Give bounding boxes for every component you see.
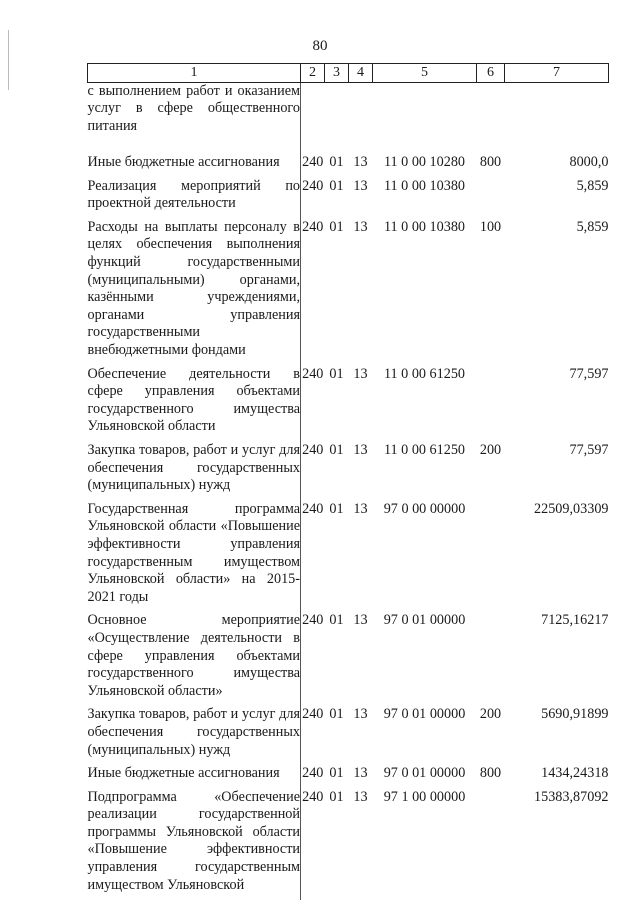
code-col6: 100: [479, 218, 502, 235]
item-name: Подпрограмма «Обеспечение реализации государственной программы Ульяновской области «Повышение эффективности управления государственным имуществом Ульяновской: [88, 789, 301, 901]
code-col2: 240: [302, 365, 324, 382]
code-col2: 240: [302, 218, 324, 235]
table-row: [88, 82, 609, 154]
code-col6: 800: [479, 154, 502, 171]
amount: 5,859: [576, 218, 609, 235]
table-row: [88, 612, 609, 706]
code-col4: [349, 82, 373, 154]
item-name: Обеспечение деятельности в сфере управления объектами государственного имущества Ульяновской области: [88, 366, 301, 442]
table-row: [88, 789, 609, 901]
code-col5: 97 0 01 00000: [383, 706, 466, 723]
code-col3: 01: [329, 218, 344, 235]
code-col5: 11 0 00 10380: [383, 177, 466, 194]
item-name: Реализация мероприятий по проектной деятельности: [88, 178, 301, 219]
code-col3: 01: [329, 788, 344, 805]
code-col3: 01: [329, 442, 344, 458]
table-row: [88, 219, 609, 366]
code-col2: 240: [302, 177, 324, 194]
table-row: [88, 178, 609, 219]
code-col2: 240: [302, 765, 324, 782]
table-row: [88, 154, 609, 178]
amount: 15383,87092: [534, 788, 609, 805]
code-col4: 13: [353, 154, 368, 171]
table-row: [88, 501, 609, 613]
amount: 22509,03309: [534, 500, 609, 517]
code-col6: 800: [479, 765, 502, 782]
code-col2: 240: [302, 612, 324, 629]
code-col4: 13: [353, 442, 368, 458]
table-row: [88, 366, 609, 442]
code-col5: 97 0 00 00000: [383, 500, 466, 517]
code-col4: 13: [353, 788, 368, 805]
code-col6: [477, 82, 505, 154]
code-col4: 13: [353, 706, 368, 723]
code-col2: [301, 82, 325, 154]
table-row: [88, 765, 609, 789]
col-header-5: 5: [373, 64, 477, 83]
code-col5: 11 0 00 61250: [383, 365, 466, 382]
item-name: Иные бюджетные ассигнования: [88, 154, 301, 178]
code-col4: 13: [353, 365, 368, 382]
code-col6: 200: [479, 706, 502, 723]
budget-table: [87, 63, 609, 900]
amount: 8000,0: [569, 154, 609, 171]
amount: 1434,24318: [541, 765, 609, 782]
code-col2: 240: [302, 154, 324, 171]
item-name: Иные бюджетные ассигнования: [88, 765, 301, 789]
table-row: [88, 706, 609, 765]
code-col3: 01: [329, 612, 344, 629]
code-col3: 01: [329, 706, 344, 723]
code-col4: 13: [353, 500, 368, 517]
code-col5: 97 1 00 00000: [383, 788, 466, 805]
code-col6: [477, 612, 505, 706]
code-col3: 01: [329, 500, 344, 517]
code-col6: [477, 789, 505, 901]
amount: 77,597: [569, 442, 609, 458]
code-col6: [477, 178, 505, 219]
table-row: [88, 442, 609, 501]
col-header-6: 6: [477, 64, 505, 83]
code-col3: 01: [329, 177, 344, 194]
col-header-1: 1: [88, 64, 301, 83]
item-name: Закупка товаров, работ и услуг для обеспечения государственных (муниципальных) нужд: [88, 706, 301, 765]
page-number: 80: [312, 38, 328, 54]
code-col5: 97 0 01 00000: [383, 765, 466, 782]
col-header-7: 7: [505, 64, 609, 83]
code-col6: [477, 366, 505, 442]
code-col6: [477, 501, 505, 613]
header-row: [88, 64, 609, 83]
code-col5: 11 0 00 61250: [383, 442, 466, 458]
amount: 5,859: [576, 177, 609, 194]
code-col5: 11 0 00 10380: [383, 218, 466, 235]
code-col4: 13: [353, 177, 368, 194]
code-col6: 200: [479, 442, 502, 458]
item-name: Расходы на выплаты персоналу в целях обеспечения выполнения функций государственными (муниципальными) органами, казёнными учреждениями, органами управления государственными внебюджетными фондами: [88, 219, 301, 366]
amount: 5690,91899: [541, 706, 609, 723]
amount: 7125,16217: [541, 612, 609, 629]
col-header-3: 3: [325, 64, 349, 83]
code-col5: 11 0 00 10280: [383, 154, 466, 171]
item-name: Закупка товаров, работ и услуг для обеспечения государственных (муниципальных) нужд: [88, 442, 301, 501]
code-col3: 01: [329, 154, 344, 171]
col-header-4: 4: [349, 64, 373, 83]
amount: [505, 82, 609, 154]
code-col4: 13: [353, 612, 368, 629]
col-header-2: 2: [301, 64, 325, 83]
code-col3: 01: [329, 365, 344, 382]
item-name: с выполнением работ и оказанием услуг в сфере общественного питания: [88, 82, 301, 154]
item-name: Государственная программа Ульяновской области «Повышение эффективности управления государственным имуществом Ульяновской области» на 2015-2021 годы: [88, 501, 301, 613]
code-col2: 240: [302, 706, 324, 723]
code-col3: 01: [329, 765, 344, 782]
code-col5: 97 0 01 00000: [383, 612, 466, 629]
code-col2: 240: [302, 788, 324, 805]
code-col4: 13: [353, 765, 368, 782]
code-col2: 240: [302, 500, 324, 517]
code-col3: [325, 82, 349, 154]
item-name: Основное мероприятие «Осуществление деятельности в сфере управления объектами государственного имущества Ульяновской области»: [88, 612, 301, 706]
code-col5: [373, 82, 477, 154]
amount: 77,597: [569, 365, 609, 382]
code-col4: 13: [353, 218, 368, 235]
code-col2: 240: [302, 442, 324, 458]
